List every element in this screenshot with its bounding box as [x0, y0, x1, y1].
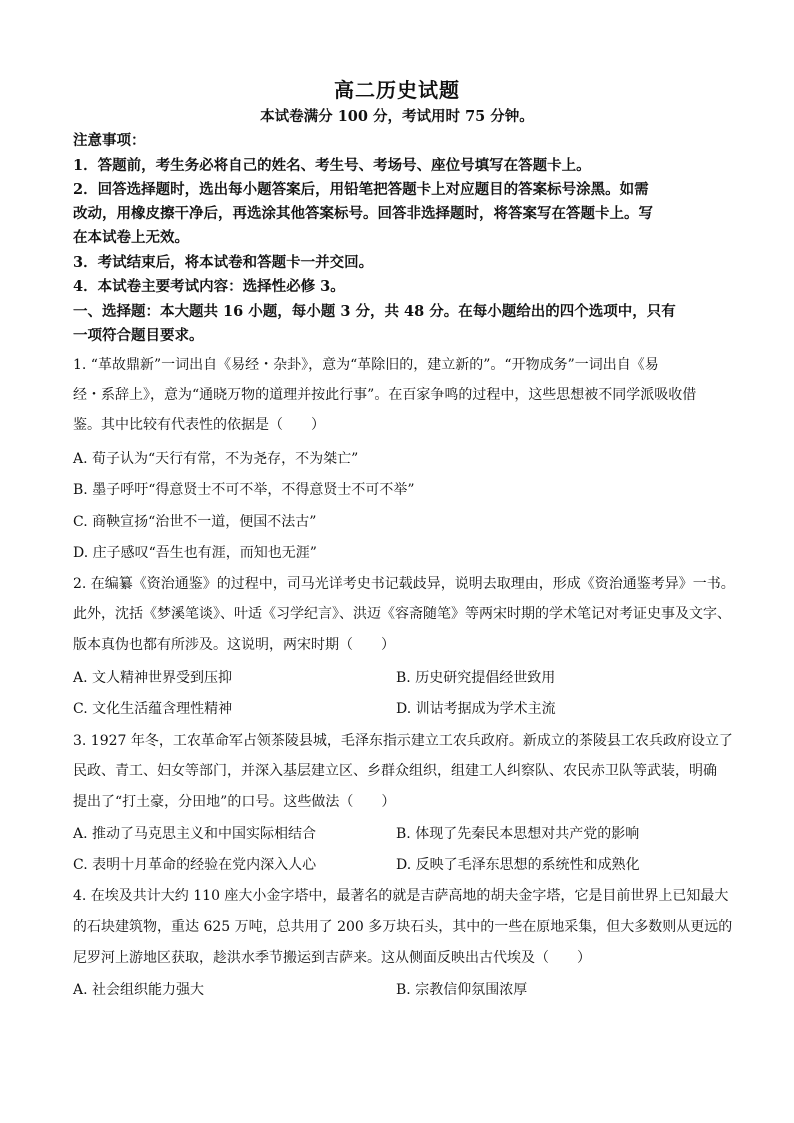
question-3-stem: 提出了“打土豪，分田地”的口号。这些做法（ ）: [73, 794, 396, 810]
notice-line: 1．答题前，考生务必将自己的姓名、考生号、考场号、座位号填写在答题卡上。: [73, 157, 591, 174]
question-1-stem: 鉴。其中比较有代表性的依据是（ ）: [73, 417, 325, 433]
question-1-option-d[interactable]: D. 庄子感叹“吾生也有涯，而知也无涯”: [73, 545, 317, 561]
question-2-option-d[interactable]: D. 训诂考据成为学术主流: [396, 701, 556, 717]
question-1-option-c[interactable]: C. 商鞅宣扬“治世不一道，便国不法古”: [73, 514, 317, 530]
question-2-stem: 此外，沈括《梦溪笔谈》、叶适《习学纪言》、洪迈《容斋随笔》等两宋时期的学术笔记对考证史事及文字、: [73, 606, 731, 622]
notice-line: 4．本试卷主要考试内容：选择性必修 3。: [73, 278, 345, 295]
question-2-option-a[interactable]: A. 文人精神世界受到压抑: [73, 670, 233, 686]
question-4-option-a[interactable]: A. 社会组织能力强大: [73, 982, 205, 998]
question-4-stem: 的石块建筑物，重达 625 万吨，总共用了 200 多万块石头，其中的一些在原地采集，但大多数则从更远的: [73, 919, 733, 935]
question-3-option-b[interactable]: B. 体现了先秦民本思想对共产党的影响: [396, 826, 640, 842]
question-3-option-d[interactable]: D. 反映了毛泽东思想的系统性和成熟化: [396, 857, 640, 873]
question-2-stem: 2. 在编纂《资治通鉴》的过程中，司马光详考史书记载歧异，说明去取理由，形成《资治通鉴考异》一书。: [73, 576, 735, 592]
page-title: 高二历史试题: [334, 78, 460, 102]
question-4-stem: 4. 在埃及共计大约 110 座大小金字塔中，最著名的就是吉萨高地的胡夫金字塔，它是目前世界上已知最大: [73, 888, 729, 904]
notice-line: 改动，用橡皮擦干净后，再选涂其他答案标号。回答非选择题时，将答案写在答题卡上。写: [73, 205, 653, 222]
question-3-stem: 3. 1927 年冬，工农革命军占领茶陵县城，毛泽东指示建立工农兵政府。新成立的茶陵县工农兵政府设立了: [73, 733, 733, 749]
notice-line: 在本试卷上无效。: [73, 229, 189, 246]
question-1-stem: 1. “革故鼎新”一词出自《易经・杂卦》，意为“革除旧的，建立新的”。“开物成务”一词出自《易: [73, 357, 659, 373]
question-3-option-c[interactable]: C. 表明十月革命的经验在党内深入人心: [73, 857, 317, 873]
question-3-option-a[interactable]: A. 推动了马克思主义和中国实际相结合: [73, 826, 317, 842]
question-3-stem: 民政、青工、妇女等部门，并深入基层建立区、乡群众组织，组建工人纠察队、农民赤卫队等武装，明确: [73, 763, 717, 779]
question-2-stem: 版本真伪也都有所涉及。这说明，两宋时期（ ）: [73, 637, 395, 653]
notice-heading: 注意事项：: [73, 132, 146, 149]
question-2-option-c[interactable]: C. 文化生活蕴含理性精神: [73, 701, 233, 717]
question-1-stem: 经・系辞上》，意为“通晓万物的道理并按此行事”。在百家争鸣的过程中，这些思想被不同学派吸收借: [73, 387, 697, 403]
question-2-option-b[interactable]: B. 历史研究提倡经世致用: [396, 670, 556, 686]
notice-line: 3．考试结束后，将本试卷和答题卡一并交回。: [73, 254, 374, 271]
question-4-option-b[interactable]: B. 宗教信仰氛围浓厚: [396, 982, 528, 998]
section-heading: 一、选择题：本大题共 16 小题，每小题 3 分，共 48 分。在每小题给出的四个选项中，只有: [73, 303, 676, 320]
section-heading: 一项符合题目要求。: [73, 327, 204, 344]
notice-line: 2．回答选择题时，选出每小题答案后，用铅笔把答题卡上对应题目的答案标号涂黑。如需: [73, 181, 649, 198]
exam-subtitle: 本试卷满分 100 分，考试用时 75 分钟。: [260, 108, 534, 125]
question-1-option-a[interactable]: A. 荀子认为“天行有常，不为尧存，不为桀亡”: [73, 451, 359, 467]
question-4-stem: 尼罗河上游地区获取，趁洪水季节搬运到吉萨来。这从侧面反映出古代埃及（ ）: [73, 950, 591, 966]
question-1-option-b[interactable]: B. 墨子呼吁“得意贤士不可不举，不得意贤士不可不举”: [73, 482, 415, 498]
